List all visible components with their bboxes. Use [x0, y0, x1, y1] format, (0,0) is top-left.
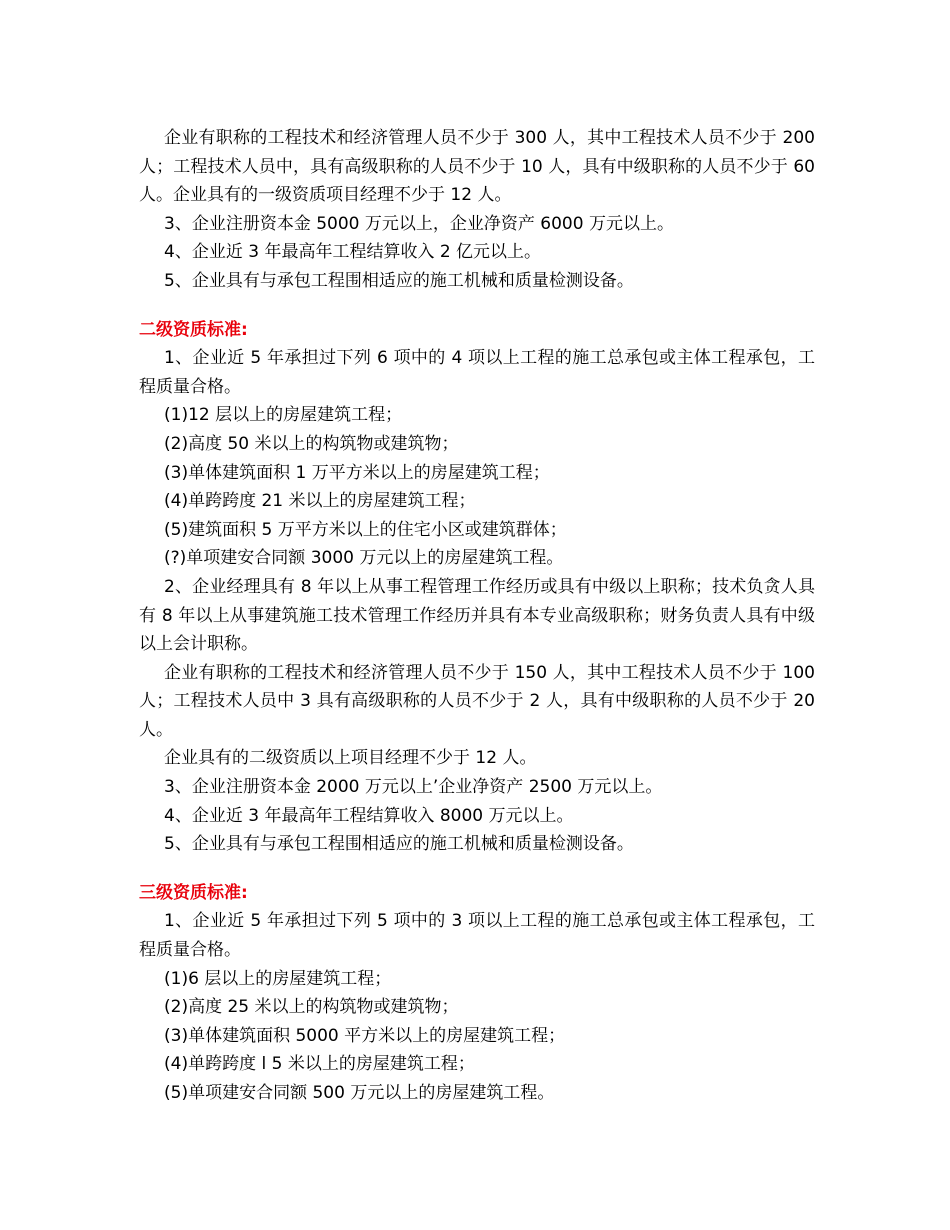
list-item: (1)12 层以上的房屋建筑工程；	[164, 405, 403, 426]
section-first-grade-continued	[139, 124, 815, 296]
list-item: (?)单项建安合同额 3000 万元以上的房屋建筑工程。	[164, 548, 564, 569]
paragraph: 4、企业近 3 年最高年工程结算收入 2 亿元以上。	[164, 242, 542, 263]
paragraph: 企业具有的二级资质以上项目经理不少于 12 人。	[164, 748, 537, 769]
paragraph: 3、企业注册资本金 5000 万元以上，企业净资产 6000 万元以上。	[164, 213, 674, 234]
list-item: (3)单体建筑面积 1 万平方米以上的房屋建筑工程；	[164, 462, 550, 483]
section-third-grade	[139, 879, 815, 1108]
paragraph: 4、企业近 3 年最高年工程结算收入 8000 万元以上。	[164, 805, 574, 826]
list-item: (3)单体建筑面积 5000 平方米以上的房屋建筑工程；	[164, 1025, 566, 1046]
list-item: (5)单项建安合同额 500 万元以上的房屋建筑工程。	[164, 1083, 555, 1103]
paragraph: 1、企业近 5 年承担过下列 6 项中的 4 项以上工程的施工总承包或主体工程承包，工程质量合格。	[139, 348, 815, 397]
list-item: (2)高度 50 米以上的构筑物或建筑物；	[164, 433, 459, 454]
list-item: (4)单跨跨度 21 米以上的房屋建筑工程；	[164, 491, 476, 512]
section-heading: 二级资质标准:	[139, 319, 248, 340]
section-gap	[139, 296, 815, 316]
paragraph: 2、企业经理具有 8 年以上从事工程管理工作经历或具有中级以上职称；技术负贪人具有 8 年以上从事建筑施工技术管理工作经历并具有本专业高级职称；财务负责人具有中级以上会计职称。	[139, 576, 815, 655]
list-item: (4)单跨跨度 l 5 米以上的房屋建筑工程；	[164, 1054, 475, 1075]
list-item: (2)高度 25 米以上的构筑物或建筑物；	[164, 997, 459, 1018]
section-second-grade	[139, 316, 815, 859]
section-gap	[139, 859, 815, 879]
list-item: (5)建筑面积 5 万平方米以上的住宅小区或建筑群体；	[164, 519, 567, 540]
paragraph: 企业有职称的工程技术和经济管理人员不少于 150 人，其中工程技术人员不少于 100 人；工程技术人员中 3 具有高级职称的人员不少于 2 人，具有中级职称的人员不少于 20 人。	[139, 662, 815, 740]
section-heading: 三级资质标准:	[139, 882, 248, 903]
list-item: (1)6 层以上的房屋建筑工程；	[164, 968, 392, 989]
paragraph: 1、企业近 5 年承担过下列 5 项中的 3 项以上工程的施工总承包或主体工程承包，工程质量合格。	[139, 911, 815, 961]
paragraph: 企业有职称的工程技术和经济管理人员不少于 300 人，其中工程技术人员不少于 200 人；工程技术人员中，具有高级职称的人员不少于 10 人，具有中级职称的人员不少于 60 人。企业具有的一级资质项目经理不少于 12 人。	[139, 128, 815, 206]
paragraph: 5、企业具有与承包工程围相适应的施工机械和质量检测设备。	[164, 834, 634, 855]
document-page	[139, 124, 815, 1108]
paragraph: 3、企业注册资本金 2000 万元以上’企业净资产 2500 万元以上。	[164, 777, 663, 798]
paragraph: 5、企业具有与承包工程围相适应的施工机械和质量检测设备。	[164, 270, 634, 291]
